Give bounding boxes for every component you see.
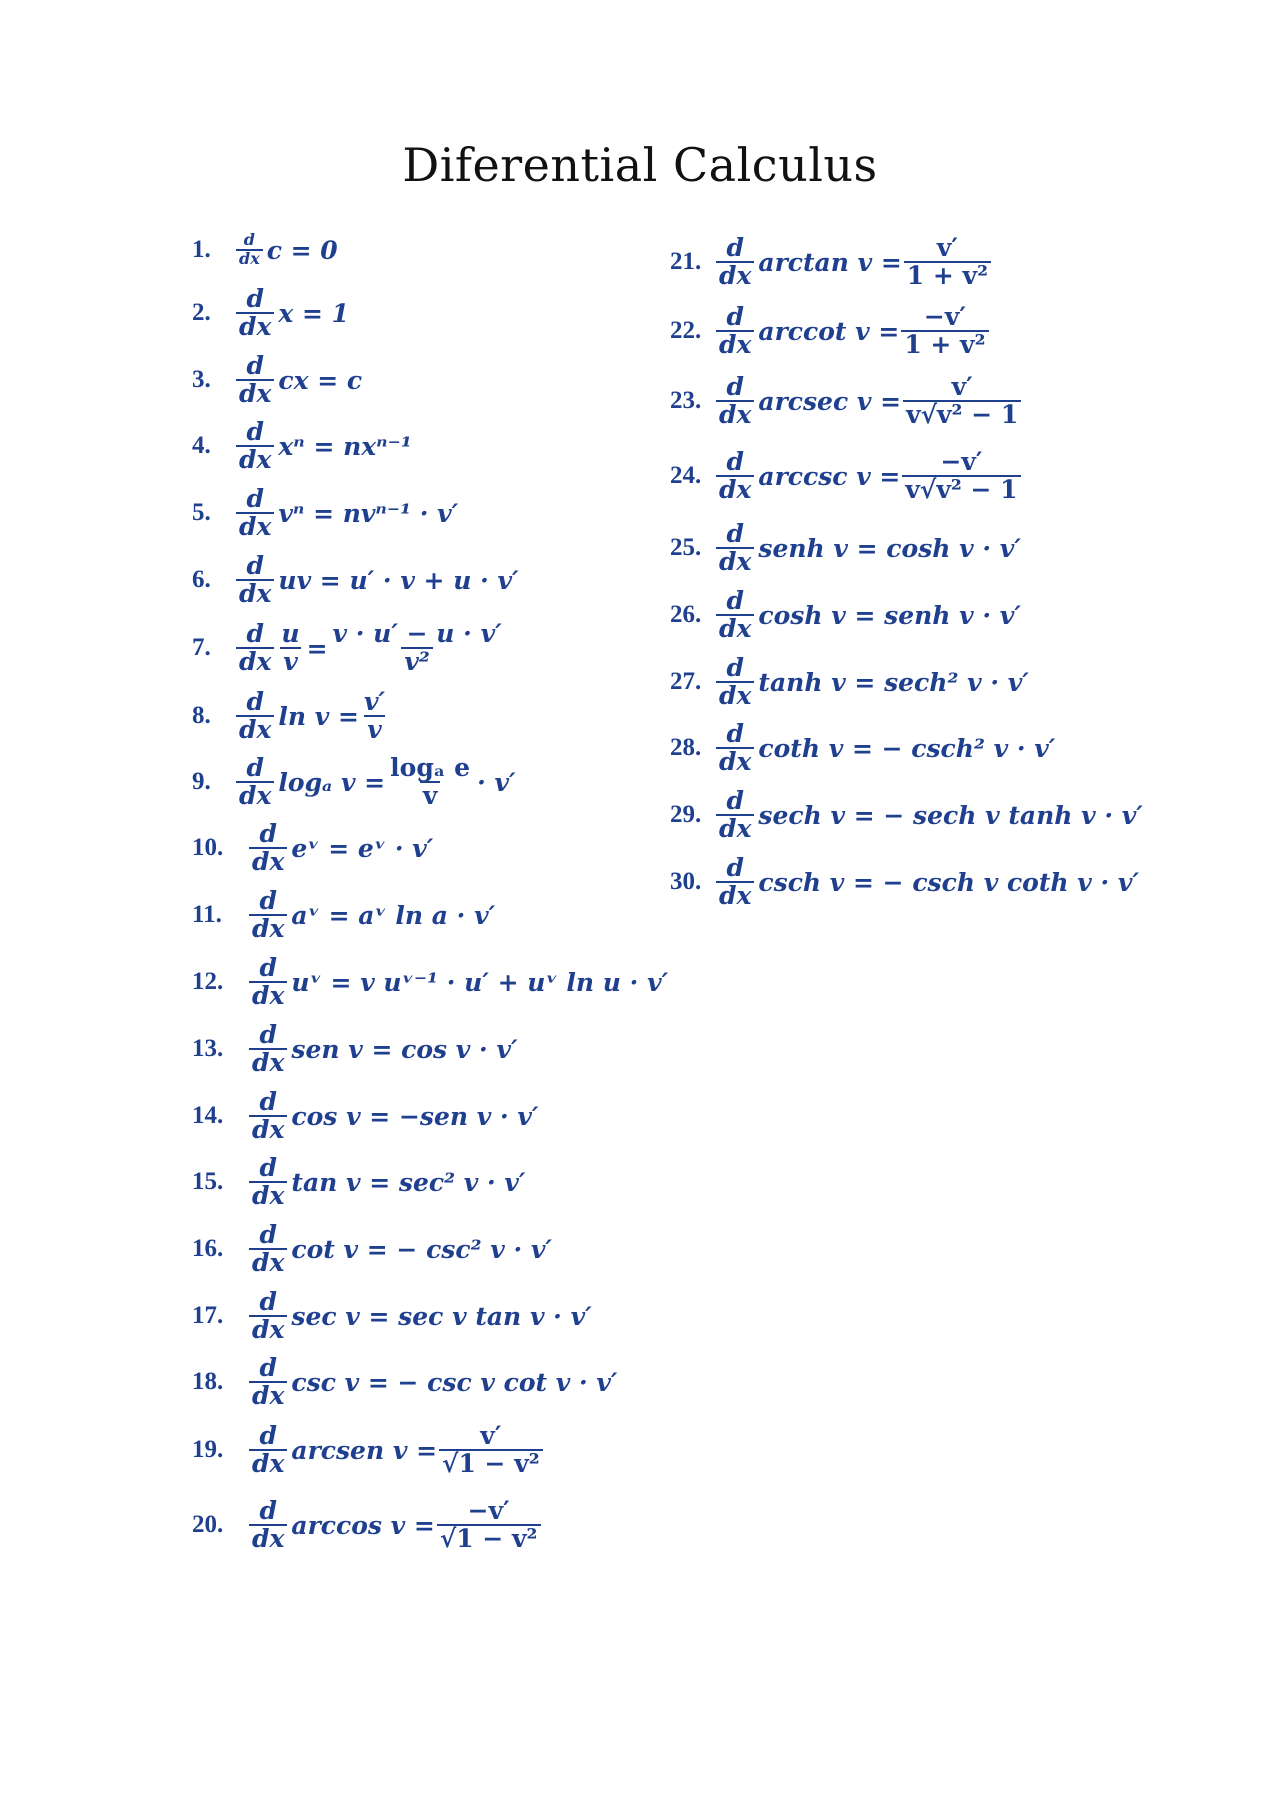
derivative-operator: $\frac{d}{dx}$ bbox=[716, 721, 754, 776]
formula-14 bbox=[192, 1088, 539, 1144]
formula-2 bbox=[192, 285, 349, 341]
formula-number: 7. bbox=[192, 634, 211, 661]
formula-1 bbox=[192, 222, 338, 278]
formula-expression: arctan v = bbox=[758, 247, 902, 277]
formula-expression: tanh v = sech² v · v′ bbox=[758, 667, 1029, 697]
formula-6 bbox=[192, 552, 519, 608]
derivative-operator: $\frac{d}{dx}$ bbox=[236, 486, 274, 541]
derivative-operator: $\frac{d}{dx}$ bbox=[236, 232, 263, 268]
formula-25 bbox=[670, 520, 1021, 576]
formula-30 bbox=[670, 854, 1139, 910]
formula-28 bbox=[670, 720, 1055, 776]
formula-number: 28. bbox=[670, 734, 702, 761]
rhs-fraction: $\frac{-v'}{\text{1 + v²}}$ bbox=[901, 304, 988, 359]
formula-11 bbox=[192, 887, 495, 943]
formula-expression: csch v = − csch v coth v · v′ bbox=[758, 867, 1140, 897]
formula-number: 21. bbox=[670, 248, 702, 275]
formula-expression: cosh v = senh v · v′ bbox=[758, 600, 1021, 630]
derivative-operator: $\frac{d}{dx}$ bbox=[716, 235, 754, 290]
formula-expression: uv = u′ · v + u · v′ bbox=[278, 565, 519, 595]
formula-number: 23. bbox=[670, 387, 702, 414]
derivative-operator: $\frac{d}{dx}$ bbox=[716, 788, 754, 843]
derivative-operator: $\frac{d}{dx}$ bbox=[249, 1423, 287, 1478]
formula-expression: arcsen v = bbox=[291, 1435, 438, 1465]
formula-17 bbox=[192, 1288, 592, 1344]
formula-number: 2. bbox=[192, 299, 211, 326]
formula-expression: sen v = cos v · v′ bbox=[291, 1034, 518, 1064]
formula-number: 12. bbox=[192, 968, 224, 995]
formula-29 bbox=[670, 787, 1143, 843]
derivative-operator: $\frac{d}{dx}$ bbox=[236, 419, 274, 474]
formula-number: 3. bbox=[192, 366, 211, 393]
derivative-operator: $\frac{d}{dx}$ bbox=[249, 821, 287, 876]
rhs-fraction: $\frac{v'}{v}$ bbox=[363, 686, 386, 744]
formula-number: 26. bbox=[670, 601, 702, 628]
equals-sign: = bbox=[306, 633, 328, 663]
formula-number: 14. bbox=[192, 1102, 224, 1129]
derivative-operator: $\frac{d}{dx}$ bbox=[716, 304, 754, 359]
formula-tail: · v′ bbox=[477, 767, 516, 797]
formula-number: 27. bbox=[670, 668, 702, 695]
derivative-operator: $\frac{d}{dx}$ bbox=[249, 955, 287, 1010]
formula-16 bbox=[192, 1221, 552, 1277]
rhs-fraction: $\frac{v'}{\text{v√v² − 1}}$ bbox=[903, 374, 1021, 429]
formula-expression: ln v = bbox=[278, 701, 359, 731]
formula-number: 24. bbox=[670, 462, 702, 489]
formula-number: 4. bbox=[192, 432, 211, 459]
formula-expression: uᵛ = v uᵛ⁻¹ · u′ + uᵛ ln u · v′ bbox=[291, 967, 669, 997]
derivative-operator: $\frac{d}{dx}$ bbox=[716, 588, 754, 643]
derivative-operator: $\frac{d}{dx}$ bbox=[236, 353, 274, 408]
formula-3 bbox=[192, 352, 362, 408]
derivative-operator: $\frac{d}{dx}$ bbox=[249, 1089, 287, 1144]
rhs-fraction: $\frac{v'}{\text{√1 − v²}}$ bbox=[439, 1423, 543, 1478]
formula-number: 30. bbox=[670, 868, 702, 895]
formula-23 bbox=[670, 373, 1023, 429]
derivative-operator: $\frac{d}{dx}$ bbox=[249, 1289, 287, 1344]
formula-19 bbox=[192, 1422, 545, 1478]
derivative-operator: $\frac{d}{dx}$ bbox=[716, 655, 754, 710]
rhs-fraction: $\frac{\text{logₐ e}}{v}$ bbox=[390, 752, 471, 810]
formula-expression: senh v = cosh v · v′ bbox=[758, 533, 1021, 563]
formula-27 bbox=[670, 654, 1029, 710]
formula-10 bbox=[192, 820, 433, 876]
derivative-operator: $\frac{d}{dx}$ bbox=[236, 621, 274, 676]
derivative-operator: $\frac{d}{dx}$ bbox=[249, 1022, 287, 1077]
derivative-operator: $\frac{d}{dx}$ bbox=[236, 689, 274, 744]
formula-expression: sech v = − sech v tanh v · v′ bbox=[758, 800, 1143, 830]
formula-number: 13. bbox=[192, 1035, 224, 1062]
formula-expression: logₐ v = bbox=[278, 767, 386, 797]
formula-expression: sec v = sec v tan v · v′ bbox=[291, 1301, 592, 1331]
formula-number: 8. bbox=[192, 702, 211, 729]
formula-21 bbox=[670, 234, 993, 290]
quotient-fraction: $\frac{u}{v}$ bbox=[281, 618, 300, 676]
formula-expression: cos v = −sen v · v′ bbox=[291, 1101, 539, 1131]
formula-expression: arcsec v = bbox=[758, 386, 902, 416]
formula-expression: arccos v = bbox=[291, 1510, 435, 1540]
rhs-fraction: $\frac{-v'}{\text{v√v² − 1}}$ bbox=[902, 449, 1020, 504]
formula-5 bbox=[192, 485, 458, 541]
formula-expression: csc v = − csc v cot v · v′ bbox=[291, 1367, 618, 1397]
formula-22 bbox=[670, 303, 991, 359]
formula-expression: arccot v = bbox=[758, 316, 900, 346]
rhs-fraction: $\frac{v'}{\text{1 + v²}}$ bbox=[904, 235, 991, 290]
formula-number: 25. bbox=[670, 534, 702, 561]
derivative-operator: $\frac{d}{dx}$ bbox=[716, 374, 754, 429]
formula-expression: arccsc v = bbox=[758, 461, 901, 491]
derivative-operator: $\frac{d}{dx}$ bbox=[236, 755, 274, 810]
formula-number: 6. bbox=[192, 566, 211, 593]
formula-expression: aᵛ = aᵛ ln a · v′ bbox=[291, 900, 496, 930]
formula-expression: cot v = − csc² v · v′ bbox=[291, 1234, 552, 1264]
formula-7 bbox=[192, 620, 507, 676]
formula-number: 16. bbox=[192, 1235, 224, 1262]
formula-expression: x = 1 bbox=[278, 298, 350, 328]
rhs-fraction: $\frac{v \cdot u' - u \cdot v'}{\text{v²}}$ bbox=[332, 618, 502, 676]
formula-number: 22. bbox=[670, 317, 702, 344]
formula-number: 29. bbox=[670, 801, 702, 828]
formula-expression: xⁿ = nxⁿ⁻¹ bbox=[278, 431, 412, 461]
formula-24 bbox=[670, 448, 1023, 504]
derivative-operator: $\frac{d}{dx}$ bbox=[236, 553, 274, 608]
formula-13 bbox=[192, 1021, 518, 1077]
derivative-operator: $\frac{d}{dx}$ bbox=[716, 855, 754, 910]
derivative-operator: $\frac{d}{dx}$ bbox=[249, 1155, 287, 1210]
derivative-operator: $\frac{d}{dx}$ bbox=[716, 449, 754, 504]
formula-expression: c = 0 bbox=[266, 235, 338, 265]
formula-15 bbox=[192, 1154, 526, 1210]
formula-20 bbox=[192, 1497, 543, 1553]
formula-12 bbox=[192, 954, 668, 1010]
formula-expression: coth v = − csch² v · v′ bbox=[758, 733, 1056, 763]
formula-9 bbox=[192, 754, 516, 810]
formula-expression: vⁿ = nvⁿ⁻¹ · v′ bbox=[278, 498, 459, 528]
formula-expression: tan v = sec² v · v′ bbox=[291, 1167, 526, 1197]
derivative-operator: $\frac{d}{dx}$ bbox=[236, 286, 274, 341]
rhs-fraction: $\frac{-v'}{\text{√1 − v²}}$ bbox=[437, 1498, 541, 1553]
formula-number: 20. bbox=[192, 1511, 224, 1538]
formula-number: 19. bbox=[192, 1436, 224, 1463]
formula-expression: cx = c bbox=[278, 365, 363, 395]
formula-4 bbox=[192, 418, 412, 474]
formula-number: 17. bbox=[192, 1302, 224, 1329]
formula-number: 18. bbox=[192, 1368, 224, 1395]
formula-26 bbox=[670, 587, 1021, 643]
derivative-operator: $\frac{d}{dx}$ bbox=[249, 1498, 287, 1553]
formula-expression: eᵛ = eᵛ · v′ bbox=[291, 833, 434, 863]
derivative-operator: $\frac{d}{dx}$ bbox=[249, 888, 287, 943]
derivative-operator: $\frac{d}{dx}$ bbox=[249, 1222, 287, 1277]
formula-number: 15. bbox=[192, 1168, 224, 1195]
derivative-operator: $\frac{d}{dx}$ bbox=[249, 1355, 287, 1410]
page-title: Diferential Calculus bbox=[402, 138, 878, 192]
formula-number: 11. bbox=[192, 901, 222, 928]
formula-8 bbox=[192, 688, 390, 744]
formula-number: 5. bbox=[192, 499, 211, 526]
formula-number: 10. bbox=[192, 834, 224, 861]
derivative-operator: $\frac{d}{dx}$ bbox=[716, 521, 754, 576]
formula-18 bbox=[192, 1354, 618, 1410]
formula-number: 1. bbox=[192, 236, 211, 263]
formula-number: 9. bbox=[192, 768, 211, 795]
